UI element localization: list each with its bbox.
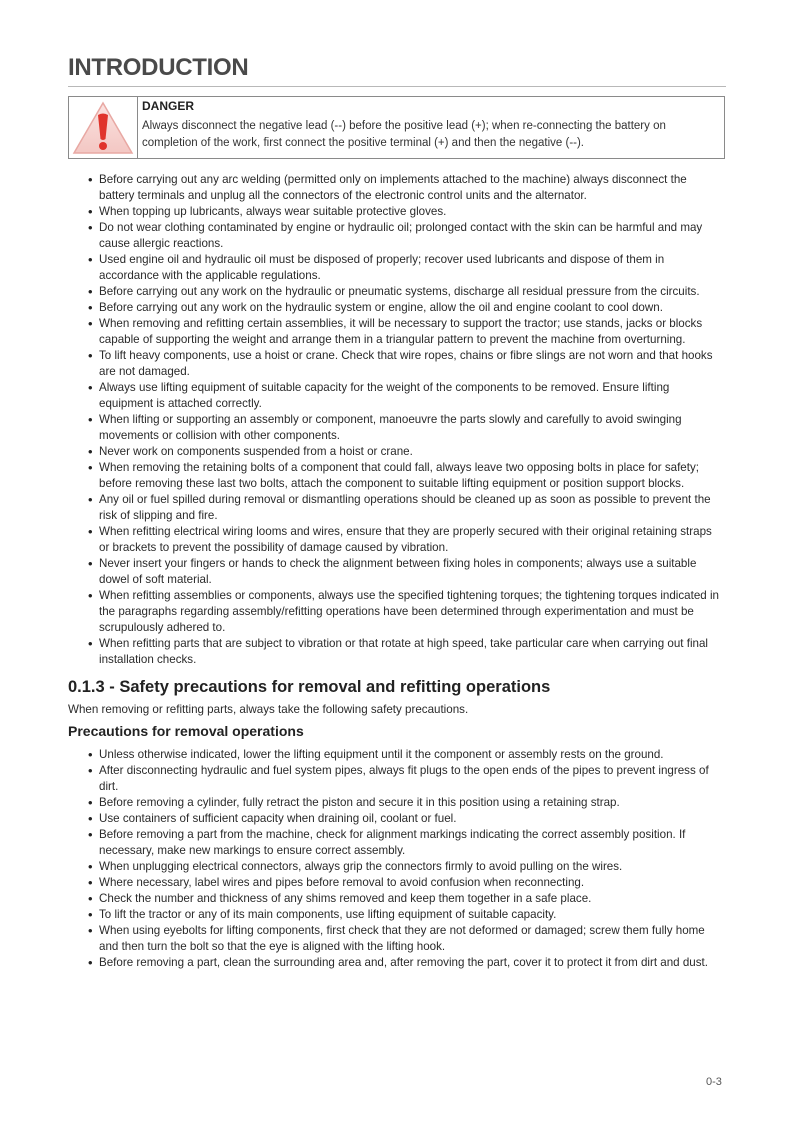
list-item: • When removing the retaining bolts of a component that could fall, always leave two opposing bolts in place for safety; before removing these last two bolts, attach the component to suitable lifting equipment or position support blocks. bbox=[88, 460, 724, 492]
list-item: • Never work on components suspended from a hoist or crane. bbox=[88, 444, 724, 460]
list-item: • Unless otherwise indicated, lower the lifting equipment until it the component or assembly rests on the ground. bbox=[88, 747, 724, 763]
list-item: • To lift the tractor or any of its main components, use lifting equipment of suitable capacity. bbox=[88, 907, 724, 923]
list-item: • Where necessary, label wires and pipes before removal to avoid confusion when reconnecting. bbox=[88, 875, 724, 891]
list-item: • Before carrying out any arc welding (permitted only on implements attached to the machine) always disconnect the battery terminals and unplug all the connectors of the electronic control units and the alternator. bbox=[88, 172, 724, 204]
list-item: • Before removing a part from the machine, check for alignment markings indicating the correct assembly position. If necessary, make new markings to ensure correct assembly. bbox=[88, 827, 724, 859]
list-item: • When using eyebolts for lifting components, first check that they are not deformed or damaged; screw them fully home and then turn the bolt so that the eye is aligned with the lifting hook. bbox=[88, 923, 724, 955]
list-item: • When lifting or supporting an assembly or component, manoeuvre the parts slowly and carefully to avoid swinging movements or collision with other components. bbox=[88, 412, 724, 444]
danger-heading: DANGER bbox=[142, 99, 195, 113]
section-heading: 0.1.3 - Safety precautions for removal and refitting operations bbox=[68, 678, 551, 696]
list-item: • Never insert your fingers or hands to check the alignment between fixing holes in components; always use a suitable dowel of soft material. bbox=[88, 556, 724, 588]
list-item: • Before removing a part, clean the surrounding area and, after removing the part, cover it to protect it from dirt and dust. bbox=[88, 955, 724, 971]
sub-heading: Precautions for removal operations bbox=[68, 723, 304, 739]
list-item: • Before removing a cylinder, fully retract the piston and secure it in this position using a retaining strap. bbox=[88, 795, 724, 811]
list-item: • When refitting electrical wiring looms and wires, ensure that they are properly secured with their original retaining straps or brackets to prevent the possibility of damage caused by vibration. bbox=[88, 524, 724, 556]
list-item: • Before carrying out any work on the hydraulic system or engine, allow the oil and engine coolant to cool down. bbox=[88, 300, 724, 316]
danger-text: Always disconnect the negative lead (--) before the positive lead (+); when re-connecting the battery on completion of the work, first connect the positive terminal (+) and then the negative (--). bbox=[142, 120, 666, 149]
list-item: • When unplugging electrical connectors, always grip the connectors firmly to avoid pulling on the wires. bbox=[88, 859, 724, 875]
list-item: • Used engine oil and hydraulic oil must be disposed of properly; recover used lubricants and dispose of them in accordance with the applicable regulations. bbox=[88, 252, 724, 284]
list-item: • Check the number and thickness of any shims removed and keep them together in a safe place. bbox=[88, 891, 724, 907]
list-item: • When removing and refitting certain assemblies, it will be necessary to support the tractor; use stands, jacks or blocks capable of supporting the weight and arrange them in a triangular pattern to prevent the machine from overturning. bbox=[88, 316, 724, 348]
list-item: • Do not wear clothing contaminated by engine or hydraulic oil; prolonged contact with the skin can be harmful and may cause allergic reactions. bbox=[88, 220, 724, 252]
title-divider bbox=[68, 86, 726, 87]
removal-precautions-list bbox=[88, 747, 724, 971]
list-item: • Before carrying out any work on the hydraulic or pneumatic systems, discharge all residual pressure from the circuits. bbox=[88, 284, 724, 300]
list-item: • Any oil or fuel spilled during removal or dismantling operations should be cleaned up as soon as possible to prevent the risk of slipping and fire. bbox=[88, 492, 724, 524]
list-item: • After disconnecting hydraulic and fuel system pipes, always fit plugs to the open ends of the pipes to prevent ingress of dirt. bbox=[88, 763, 724, 795]
list-item: • When topping up lubricants, always wear suitable protective gloves. bbox=[88, 204, 724, 220]
list-item: • When refitting assemblies or components, always use the specified tightening torques; the tightening torques indicated in the paragraphs regarding assembly/refitting operations have been determined through experimentation and must be scrupulously adhered to. bbox=[88, 588, 724, 636]
list-item: • Use containers of sufficient capacity when draining oil, coolant or fuel. bbox=[88, 811, 724, 827]
danger-icon-cell bbox=[69, 97, 138, 158]
warning-triangle-icon bbox=[71, 100, 135, 156]
list-item: • Always use lifting equipment of suitable capacity for the weight of the components to be removed. Ensure lifting equipment is attached correctly. bbox=[88, 380, 724, 412]
list-item: • To lift heavy components, use a hoist or crane. Check that wire ropes, chains or fibre slings are not worn and that hooks are not damaged. bbox=[88, 348, 724, 380]
page-number: 0-3 bbox=[706, 1076, 722, 1088]
section-intro: When removing or refitting parts, always take the following safety precautions. bbox=[68, 703, 469, 716]
list-item: • When refitting parts that are subject to vibration or that rotate at high speed, take particular care when carrying out final installation checks. bbox=[88, 636, 724, 668]
general-precautions-list bbox=[88, 172, 724, 668]
danger-notice bbox=[68, 96, 725, 159]
page-title: INTRODUCTION bbox=[68, 54, 249, 81]
